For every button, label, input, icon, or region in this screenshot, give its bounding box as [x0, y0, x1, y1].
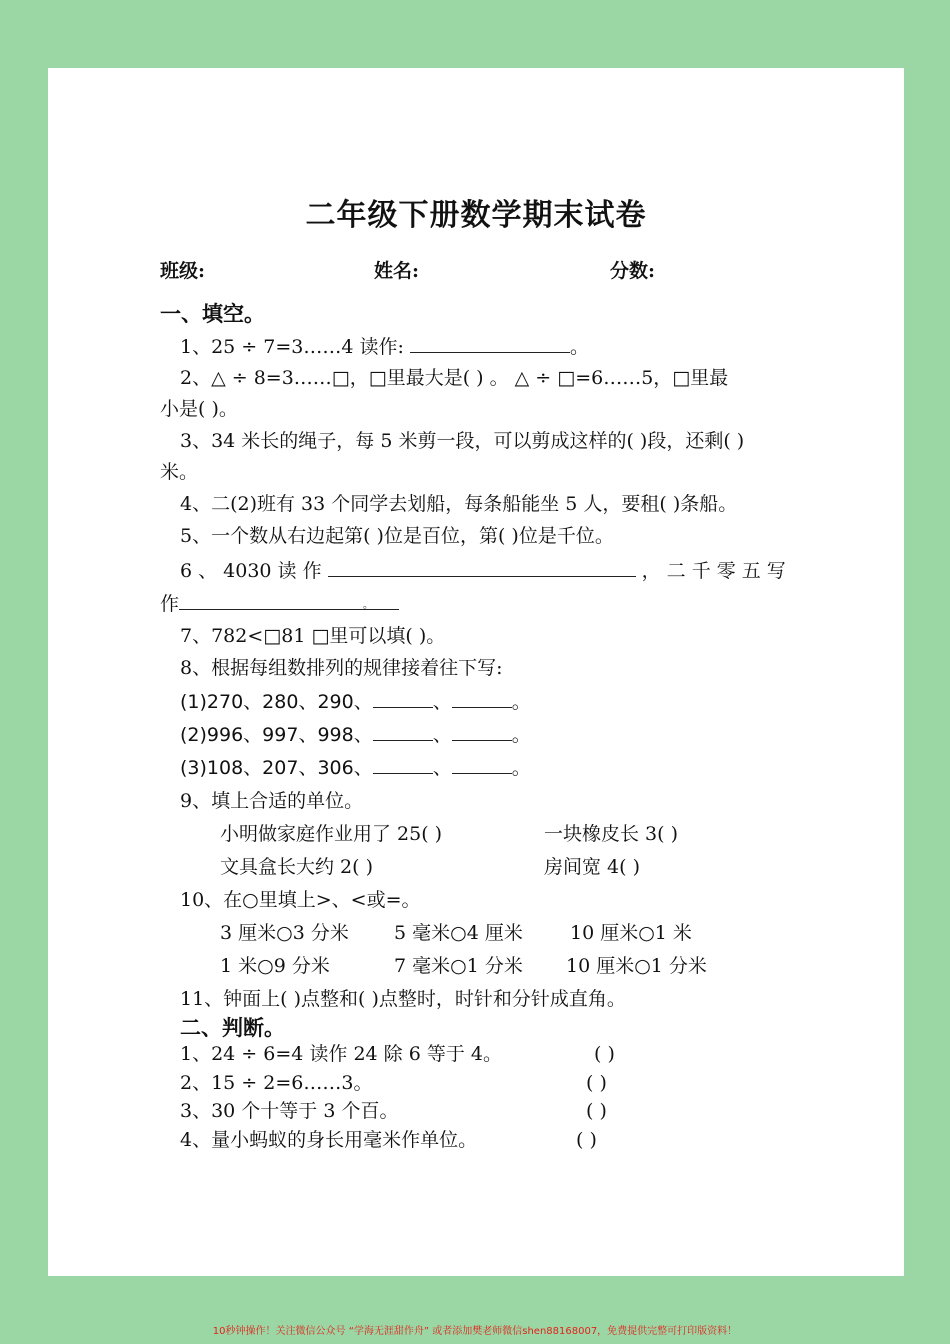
q8-row2-blank-2[interactable] — [452, 722, 512, 741]
score-label: 分数: — [610, 260, 656, 282]
question-6-line1 — [180, 558, 802, 583]
q9-item-3: 文具盒长大约 2( ) — [220, 856, 373, 878]
question-7: 7、782<□81 □里可以填( )。 — [180, 625, 446, 647]
judge-item-2: 2、15 ÷ 2=6……3。 — [180, 1072, 373, 1094]
judge-item-4-paren[interactable]: ( ) — [576, 1129, 597, 1151]
q8-row1-blank-2[interactable] — [452, 689, 512, 708]
q1-text: 1、25 ÷ 7=3……4 读作: — [180, 336, 404, 358]
q10-item-2: 5 毫米○4 厘米 — [394, 922, 523, 944]
q8-row3-blank-1[interactable] — [373, 755, 433, 774]
q10-item-3: 10 厘米○1 米 — [570, 922, 692, 944]
judge-item-4: 4、量小蚂蚁的身长用毫米作单位。 — [180, 1129, 478, 1151]
judge-item-1: 1、24 ÷ 6=4 读作 24 除 6 等于 4。 — [180, 1043, 502, 1065]
q8-row1-blank-1[interactable] — [373, 689, 433, 708]
q8-row2-blank-1[interactable] — [373, 722, 433, 741]
question-9-prompt: 9、填上合适的单位。 — [180, 790, 364, 812]
question-3-line1: 3、34 米长的绳子，每 5 米剪一段，可以剪成这样的( )段，还剩( ) — [180, 430, 745, 452]
question-1: 1、25 ÷ 7=3……4 读作: 。 — [180, 336, 589, 358]
question-4: 4、二(2)班有 33 个同学去划船，每条船能坐 5 人，要租( )条船。 — [180, 493, 738, 515]
q10-item-6: 10 厘米○1 分米 — [566, 955, 707, 977]
judge-item-1-paren[interactable]: ( ) — [594, 1043, 615, 1065]
name-label: 姓名: — [374, 260, 420, 282]
question-8-row-2: (2)996、997、998、 、 。 — [180, 724, 531, 746]
question-6-line2: 作 。 — [160, 591, 399, 616]
q9-item-1: 小明做家庭作业用了 25( ) — [220, 823, 443, 845]
judge-item-2-paren[interactable]: ( ) — [586, 1072, 607, 1094]
q8-row3-blank-2[interactable] — [452, 755, 512, 774]
q9-item-2: 一块橡皮长 3( ) — [544, 823, 678, 845]
question-5: 5、一个数从右边起第( )位是百位，第( )位是千位。 — [180, 525, 614, 547]
question-8-prompt: 8、根据每组数排列的规律接着往下写: — [180, 657, 503, 679]
section-judge-heading: 二、判断。 — [180, 1015, 285, 1040]
q1-answer-blank[interactable] — [410, 334, 570, 353]
question-10-prompt: 10、在○里填上>、<或=。 — [180, 889, 421, 911]
q10-item-5: 7 毫米○1 分米 — [394, 955, 523, 977]
page-title: 二年级下册数学期末试卷 — [305, 198, 647, 233]
judge-item-3-paren[interactable]: ( ) — [586, 1100, 607, 1122]
q10-item-1: 3 厘米○3 分米 — [220, 922, 349, 944]
class-label: 班级: — [160, 260, 206, 282]
q10-item-4: 1 米○9 分米 — [220, 955, 330, 977]
question-11: 11、钟面上( )点整和( )点整时，时针和分针成直角。 — [180, 988, 626, 1010]
q9-item-4: 房间宽 4( ) — [544, 856, 640, 878]
q6-part1: 6 、 4030 读 作 — [180, 560, 322, 582]
question-8-row-3: (3)108、207、306、 、 。 — [180, 757, 531, 779]
question-8-row-1: (1)270、280、290、 、 。 — [180, 691, 531, 713]
question-2-line1: 2、△ ÷ 8=3……□，□里最大是( ) 。 △ ÷ □=6……5，□里最 — [180, 367, 729, 389]
section-fill-heading: 一、填空。 — [160, 301, 265, 326]
footer-promo: 10秒钟操作！关注微信公众号 “学海无涯甜作舟” 或者添加樊老师微信shen88168007，免费提供完整可打印版资料！ — [212, 1326, 738, 1337]
question-3-line2: 米。 — [160, 461, 199, 483]
q6-part2: ， 二 千 零 五 写 — [641, 560, 786, 582]
q6-read-blank[interactable] — [328, 558, 636, 577]
q6-write-blank[interactable]: 。 — [179, 591, 399, 610]
judge-item-3: 3、30 个十等于 3 个百。 — [180, 1100, 399, 1122]
exam-paper — [48, 68, 904, 1276]
question-2-line2: 小是( )。 — [160, 398, 238, 420]
